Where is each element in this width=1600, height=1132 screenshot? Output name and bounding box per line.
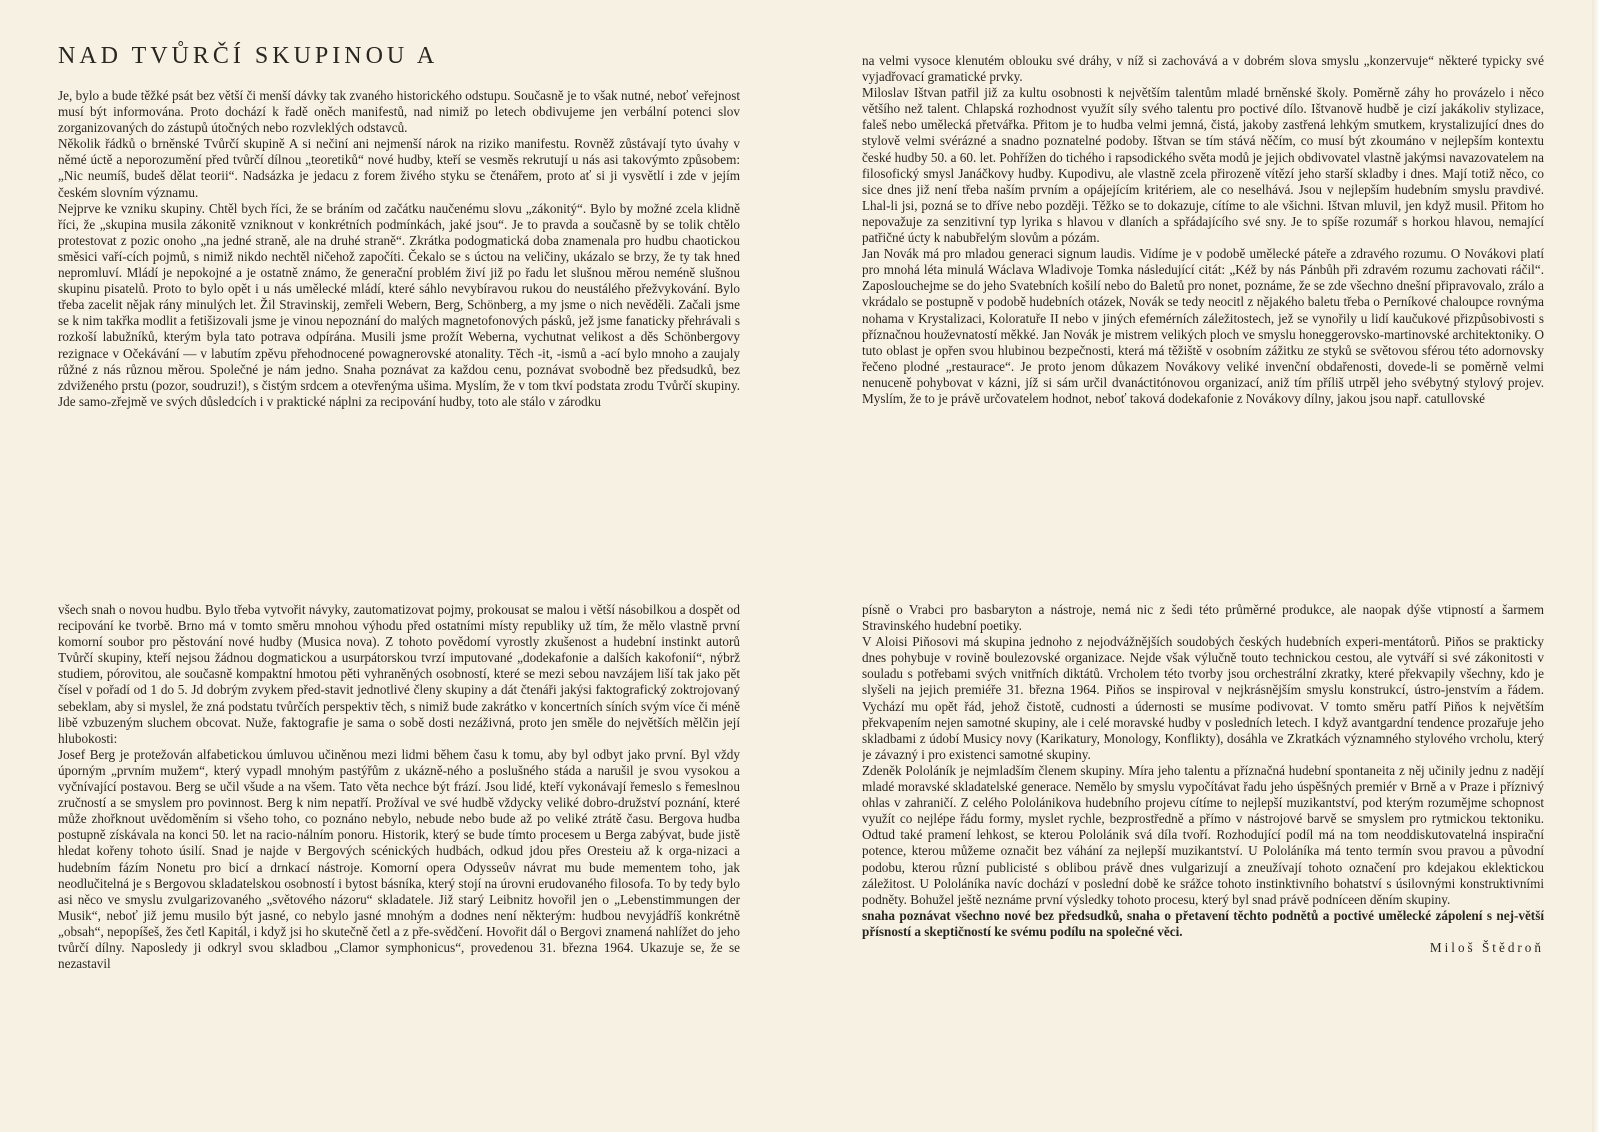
paragraph: Nejprve ke vzniku skupiny. Chtěl bych říci, že se bráním od začátku naučenému slovu „zákonitý“. Bylo by možné zcela klidně říci, že „skupina musila zákonitě vzniknout v konkrétních podmínkách, jaké jsou“. Je to pravda a současně by se tolik chtělo protestovat z pozic onoho „na jedné straně, ale na druhé straně“. Zkrátka podogmatická doba znamenala pro hudbu chaotickou směsici vaří-cích pojmů, s nimiž nikdo nechtěl ničehož započíti. Čekalo se s úctou na veličiny, ukázalo se brzy, že ty tak hned nepromluví. Mládí je nepokojné a je ostatně známo, že generační problém živí již po řadu let slušnou měrou neméně slušnou skupinu pisatelů. Proto to bylo opět i u nás umělecké mládí, které sáhlo nevybíravou rukou do neustálého přežvykování. Bylo třeba zacelit nějak rány minulých let. Žil Stravinskij, zemřeli Webern, Berg, Schönberg, a my jsme o nich nevěděli. Začali jsme se k nim takřka modlit a fetišizovali jsme je vinou nepoznání do malých magnetofonových pásků, jež jsme fanaticky přehrávali s rozkoší labužníků, kterým byla tato potrava odpírána. Musili jsme prožít Weberna, vychutnat velikost a děs Schönbergovy rezignace v Očekávání — v labutím zpěvu přehodnocené powagnerovské atonality. Těch -it, -ismů a -ací bylo mnoho a zaujaly růžné z nás různou měrou. Společné je nám jedno. Snaha poznávat za každou cenu, poznávat svobodně bez předsudků, bez zdviženého prstu (pozor, soudruzi!), s čistým srdcem a otevřenýma ušima. Myslím, že v tom tkví podstata zrodu Tvůrčí skupiny. Jde samo-zřejmě ve svých důsledcích i v praktické náplni za recipování hudby, toto ale stálo v zárodku (58, 200, 740, 409)
paragraph: Josef Berg je protežován alfabetickou úmluvou učiněnou mezi lidmi během času k tomu, aby byl odbyt jako první. Byl vždy úporným „prvním mužem“, který vypadl mnohým pastýřům z ukázně-ného a poslušného stáda a narušil je svou vysokou a vyčnívající postavou. Berg se učil všude a na všem. Tato věta nechce být frází. Jsou lidé, kteří vykonávají řemeslo s řemeslnou zručností a se smyslem pro povinnost. Berg k nim nepatří. Prožíval ve své hudbě vždycky veliké dobro-družství poznání, které může zhořknout uvědoměním si všeho toho, co poznáno nebylo, nebude nebo bude až po veliké ztrátě času. Bergova hudba postupně získávala na konci 50. let na racio-nálním ponoru. Historik, který se bude tímto procesem u Berga zabývat, bude jistě hledat kořeny tohoto úsilí. Snad je najde v Bergových scénických hudbách, odkud jdou přes Oresteiu až k orga-nizaci a hudebním fázím Nonetu pro bicí a drnkací nástroje. Komorní opera Odysseův návrat mu bude mementem toho, jak neodlučitelná je s Bergovou skladatelskou osobností i bytost básníka, který stojí na úrovni erudovaného filosofa. To by tedy bylo asi něco ve smyslu zvulgarizovaného „světového názoru“ skladatele. Již starý Leibnitz hovořil jen o „Lebenstimmungen der Musik“, neboť již jemu musilo být jasné, co nebylo jasné mnohým a dodnes není některým: hudbou nevyjádříš konkrétně „obsah“, nepopíšeš, žes četl Kapitál, i když jsi ho skutečně četl a z pře-svědčení. Hovořit dál o Bergovi znamená nahlížet do jeho tvůrčí dílny. Naposledy ji odkryl svou skladbou „Clamor symphonicus“, provedenou 31. března 1964. Ukazuje se, že se nezastavil (58, 746, 740, 972)
page-edge (1592, 0, 1600, 1132)
column-bottom-right (862, 602, 1544, 1072)
author-signature: Miloš Štědroň (1429, 939, 1544, 955)
paragraph: všech snah o novou hudbu. Bylo třeba vytvořit návyky, zautomatizovat pojmy, prokousat se malou i větší násobilkou a dospět od recipování ke tvorbě. Brno má v tomto směru mnohou výhodu před ostatními místy republiky už tím, že mělo vlastně první komorní soubor pro pěstování nové hudby (Musica nova). Z tohoto povědomí vyrostly zkušenost a hudební instinkt autorů Tvůrčí skupiny, kteří nejsou žádnou dogmatickou a usurpátorskou tvrzí imputované „dodekafonie a dalších kakofonií“, nýbrž studiem, pórovitou, ale současně kompaktní hmotou pěti vyhraněných osobností, které se mezi sebou navzájem liší tak jako pět čísel v pořadí od 1 do 5. Jd dobrým zvykem před-stavit jednotlivé členy skupiny a dát čtenáři jakýsi faktografický zoktrojovaný sebeklam, aby si myslel, že zná podstatu tvůrčích perspektiv těch, s nimiž bude zakrátko v koncertních síních svým více či méně libě vzbuzeným sluchem obcovat. Nuže, faktografie je sama o sobě dosti nezáživná, proto jen směle do největších mělčin její hlubokosti: (58, 602, 740, 746)
column-top-left (58, 88, 740, 518)
paragraph: na velmi vysoce klenutém oblouku své dráhy, v níž si zachovává a v dobrém slova smyslu „konzervuje“ některé typicky své vyjadřovací gramatické prvky. (862, 53, 1544, 85)
paragraph: Zdeněk Pololáník je nejmladším členem skupiny. Míra jeho talentu a příznačná hudební spontaneita z něj učinily jednu z nadějí mladé moravské skladatelské generace. Nemělo by smyslu vypočítávat řadu jeho úspěšných premiér v Brně a v Praze i příznivý ohlas v zahraničí. Z celého Pololánikova hudebního projevu cítíme to nejlepší muzikantství, pod kterým rozumějme schopnost využít co nejlépe řádu formy, myslet rychle, bezprostředně a přímo v nástrojové barvě se smyslem pro rytmickou tektoniku. Odtud také pramení lehkost, se kterou Pololánik svá díla tvoří. Rozhodující podíl má na tom neoddiskutovatelná inspirační potence, kterou můžeme označit bez váhání za nejlepší muzikantství. U Pololáníka má tento termín svou pravou a původní podobu, kterou různí publicisté s oblibou právě dnes vulgarizují a zneužívají tohoto označení pro kdejakou eklektickou záležitost. U Pololáníka navíc dochází v poslední době ke srážce tohoto instinktivního bohatství s úsilovnými konstruktivními podněty. Bohužel ještě neznáme první výsledky tohoto procesu, který byl snad právě podníceen děním skupiny. (862, 762, 1544, 907)
paragraph: V Aloisi Piňosovi má skupina jednoho z nejodvážnějších soudobých českých hudebních experi-mentátorů. Piňos se prakticky dnes pohybuje v rovině boulezovské organizace. Nejde však výlučně touto technickou cestou, ale vytváří si své zákonitosti v souladu s potřebami svých vnitřních diktátů. Vrcholem této tvorby jsou orchestrální zkratky, které překvapily všechny, kdo je slyšeli na jejich premiéře 31. března 1964. Piňos se inspiroval v nejkrásnějším smyslu konstrukcí, ústro-jenstvím a řádem. Vychází mu opět řád, jehož čistotě, cudnosti a údernosti se musíme podivovat. V tomto směru patří Piňos k největším překvapením nejen samotné skupiny, ale i celé moravské hudby v posledních letech. I když avantgardní tendence prozařuje jeho skladbami z údobí Musicy novy (Karikatury, Monology, Konflikty), dosáhla ve Zkratkách významného stylového vrcholu, který je závazný i pro existenci samotné skupiny. (862, 634, 1544, 762)
closing-paragraph (862, 908, 1544, 940)
paragraph: Miloslav Ištvan patřil již za kultu osobnosti k největším talentům mladé brněnské školy. Poměrně záhy ho provázelo i něco většího než talent. Chlapská rozhodnost využít síly svého talentu pro poctivé dílo. Ištvanově hudbě je cizí jakákoliv stylizace, faleš nebo umělecká přetvářka. Přitom je to hudba velmi jemná, čistá, jakoby zastřená lehkým smutkem, krystalizující dnes do stylově velmi svérázné a snadno poznatelné podoby. Ištvan se tím stává něčím, co musí být zkoumáno v nejlepším kontextu české hudby 50. a 60. let. Pohřížen do tichého i rapsodického světa modů je jejich obdivovatel vlastně jakýmsi navazovatelem na filosofický smysl Janáčkovy hudby. Kupodivu, ale vlastně zcela přirozeně vítězí jeho starší skladby i dnes. Mají totiž něco, co sice dnes již není třeba naším prvním a opájejícím kritériem, ale co neselhává. Jsou v nejlepším hudebním smyslu pravdivé. Lhal-li jsi, pozná se to dříve nebo později. Těžko se to dokazuje, cítíme to ale všichni. Ištvan mluvil, jen když musil. Přitom ho nepovažuje za senzitivní typ lyrika s hlavou v dlaních a spřádajícího své sny. Je to spíše rozumář s horkou hlavou, nemající patřičné úcty k nabubřelým slovům a pózám. (862, 85, 1544, 246)
column-bottom-left (58, 602, 740, 1072)
closing-statement: snaha poznávat všechno nové bez předsudků, snaha o přetavení těchto podnětů a poctivé umělecké zápolení s nej-větší přísností a skeptičností ke svému podílu na společné věci. (862, 907, 1544, 939)
paragraph: Je, bylo a bude těžké psát bez větší či menší dávky tak zvaného historického odstupu. Současně je to však nutné, neboť veřejnost musí být informována. Proto dochází k řadě oněch manifestů, nad nimiž po letech obdivujeme jen verbální potenci slov zorganizovaných do zástupů útočných nebo rozvleklých odstavců. (58, 88, 740, 136)
signature-line (862, 940, 1544, 956)
paragraph: Několik řádků o brněnské Tvůrčí skupině A si nečiní ani nejmenší nárok na riziko manifestu. Rovněž zůstávají tyto úvahy v němé úctě a neporozumění před tvůrčí dílnou „teoretiků“ nové hudby, kteří se vesměs rekrutují u nás asi takovýmto způsobem: „Nic neumíš, budeš dělat teorii“. Nadsázka je jedacu z forem živého styku se čtenářem, proto ať si ji vysvětlí i zde v jejím českém slovním významu. (58, 136, 740, 200)
column-top-right (862, 53, 1544, 518)
paragraph: Jan Novák má pro mladou generaci signum laudis. Vidíme je v podobě umělecké páteře a zdravého rozumu. O Novákovi platí pro mnohá léta minulá Wáclava Wladivoje Tomka následující citát: „Kéž by nás Pánbůh při zdravém rozumu zachovati ráčil“. Zaposlouchejme se do jeho Svatebních košilí nebo do Baletů pro nonet, poznáme, že se zde všechno dnešní připravovalo, zrálo a vkrádalo se postupně v podobě hudebních otázek, Novák se tedy neocitl z nějakého baletu třeba o Perníkové chaloupce rovnýma nohama v Krystalizaci, Koloratuře II nebo v jiných efemérních záležitostech, jež se vynořily u lidí kaučukové přizpůsobivosti s příznačnou houževnatostí měkké. Jan Novák je mistrem velikých ploch ve smyslu honeggerovsko-martinovské architektoniky. O tuto oblast je opřen svou hlubinou bezpečnosti, která má těžiště v osobním zážitku ze styků se světovou sférou této adornovsky řečeno plodné „restaurace“. Je proto jenom důkazem Novákovy veliké invenční obdařenosti, dovede-li se poměrně velmi nenuceně pohybovat v kázni, jíž si sám určil dvanáctitónovou organizací, aniž tím příliš utrpěl jeho svébytný stylový projev. Myslím, že to je právě určovatelem hodnot, neboť taková dodekafonie z Novákovy dílny, jakou jsou např. catullovské (862, 246, 1544, 406)
paragraph: písně o Vrabci pro basbaryton a nástroje, nemá nic z šedi této průměrné produkce, ale naopak dýše vtipností a šarmem Stravinského hudební poetiky. (862, 602, 1544, 634)
article-title: NAD TVŮRČÍ SKUPINOU A (58, 43, 439, 69)
